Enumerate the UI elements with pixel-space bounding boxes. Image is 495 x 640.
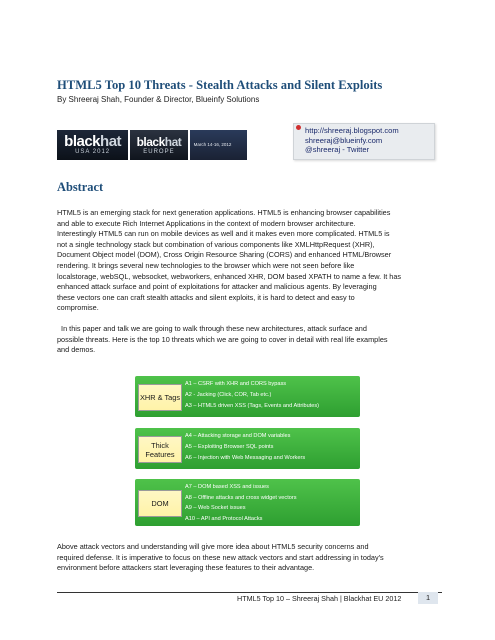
threat-category-diagram xyxy=(135,376,360,526)
closing-paragraph: Above attack vectors and understanding will give more idea about HTML5 security concerns and required defense. It is imperative to focus on these new attack vectors and start addressing in today's environment before attackers start leveraging these features to their advantage. xyxy=(57,542,384,573)
footer-text: HTML5 Top 10 – Shreeraj Shah | Blackhat EU 2012 xyxy=(237,594,402,603)
threat-item: A4 – Attacking storage and DOM variables xyxy=(185,433,291,439)
abstract-paragraph-1: HTML5 is an emerging stack for next generation applications. HTML5 is enhancing browser capabilities and able to execute Rich Internet Applications in the context of modern browser architecture. Interestingly HTML5 can run on mobile devices as well and it makes even more complicated. HTML5 is not a single technology stack but combination of various components like XMLHttpRequest (XHR), Document Object model (DOM), Cross Origin Resource Sharing (CORS) and enhanced HTML/Browser rendering. It brings several new technologies to the browser which were not seen before like localstorage, webSQL, websocket, webworkers, enhanced XHR, DOM based XPATH to name a few. It has enhanced attack surface and point of exploitations for attacker and malicious agents. By leveraging these vectors one can craft stealth attacks and silent exploits, it is hard to detect and easy to compromise. xyxy=(57,208,402,313)
threat-item: A8 – Offline attacks and cross widget vectors xyxy=(185,494,297,501)
paper-title: HTML5 Top 10 Threats - Stealth Attacks and Silent Exploits xyxy=(57,78,383,92)
author-byline: By Shreeraj Shah, Founder & Director, Blueinfy Solutions xyxy=(57,95,260,104)
event-date-banner: March 14-16, 2012 xyxy=(190,130,247,160)
category-block-thick-features xyxy=(135,428,360,469)
blackhat-europe-logo: blackhat EUROPE xyxy=(130,130,187,160)
threat-item: A2 - Jacking (Click, COR, Tab etc.) xyxy=(185,391,272,398)
contact-card xyxy=(293,123,435,160)
category-label: DOM xyxy=(138,490,182,517)
blackhat-usa-logo: blackhat USA 2012 xyxy=(57,130,128,160)
category-block-dom xyxy=(135,479,360,526)
category-label: XHR & Tags xyxy=(138,384,182,411)
abstract-paragraph-2: In this paper and talk we are going to walk through these new architectures, attack surface and possible threats. Here is the top 10 threats which we are going to cover in detail with real life examples and demos. xyxy=(57,324,388,355)
threat-item: A6 – Injection with Web Messaging and Workers xyxy=(185,454,306,461)
email-address: shreeraj@blueinfy.com xyxy=(305,135,383,145)
threat-item: A5 – Exploiting Browser SQL points xyxy=(185,443,274,450)
conference-banners xyxy=(57,130,247,160)
page-number: 1 xyxy=(418,592,438,604)
footer-divider xyxy=(57,592,442,593)
threat-item: A9 – Web Socket issues xyxy=(185,505,246,512)
threat-item: A10 – API and Protocol Attacks xyxy=(185,515,263,522)
category-block-xhr-tags xyxy=(135,376,360,417)
threat-item: A7 – DOM based XSS and issues xyxy=(185,484,269,490)
abstract-heading: Abstract xyxy=(57,180,104,194)
category-label: Thick Features xyxy=(138,436,182,463)
threat-item: A3 – HTML5 driven XSS (Tags, Events and Attributes) xyxy=(185,402,320,409)
twitter-handle: @shreeraj - Twitter xyxy=(305,145,370,154)
threat-item: A1 – CSRF with XHR and CORS bypass xyxy=(185,381,287,387)
pushpin-icon xyxy=(296,125,301,130)
blog-link[interactable]: http://shreeraj.blogspot.com xyxy=(305,126,399,135)
